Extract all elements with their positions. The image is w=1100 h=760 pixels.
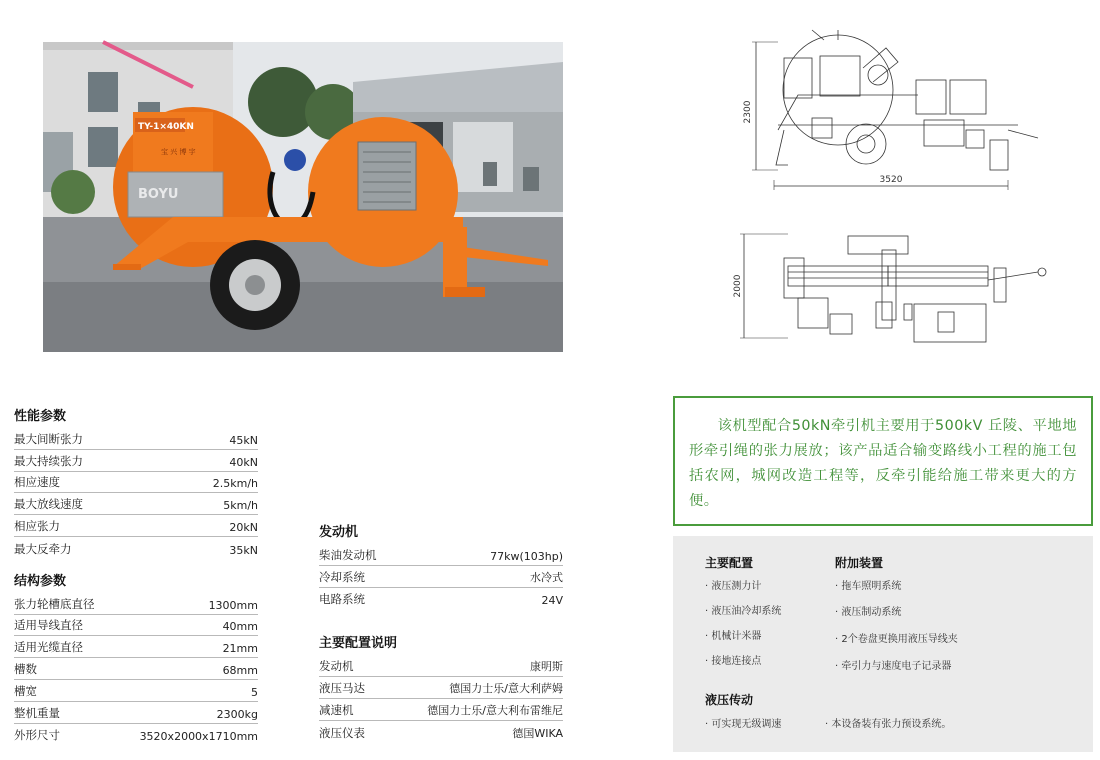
standard-config-title: 主要配置 xyxy=(705,556,754,570)
table-row xyxy=(14,702,258,724)
row-value: 2300kg xyxy=(216,707,258,721)
main-config-table xyxy=(319,655,563,742)
row-value: 康明斯 xyxy=(530,660,563,674)
features-panel xyxy=(673,536,1093,752)
table-row xyxy=(14,724,258,746)
row-value: 德国WIKA xyxy=(512,726,563,740)
structure-title: 结构参数 xyxy=(14,573,67,589)
description-text: 该机型配合50kN牵引机主要用于500kV 丘陵、平地地形牵引绳的张力展放；该产品适合输变路线小工程的施工包括农网，城网改造工程等，反牵引能给施工带来更大的方便。 xyxy=(689,418,1077,509)
table-row xyxy=(319,566,563,588)
row-label: 液压马达 xyxy=(319,680,365,695)
row-value: 68mm xyxy=(222,663,258,677)
row-value: 45kN xyxy=(229,433,258,447)
row-value: 5 xyxy=(251,685,258,699)
top-width-label: 2000 xyxy=(733,274,743,298)
row-value: 3520x2000x1710mm xyxy=(139,730,258,744)
row-label: 减速机 xyxy=(319,702,354,717)
table-row xyxy=(319,699,563,721)
hydraulic-title: 液压传动 xyxy=(705,693,754,707)
row-label: 槽数 xyxy=(14,661,37,676)
side-height-label: 2300 xyxy=(743,100,753,124)
row-label: 最大持续张力 xyxy=(14,453,83,468)
row-value: 德国力士乐/意大利萨姆 xyxy=(449,681,563,695)
row-label: 适用光缆直径 xyxy=(14,640,83,655)
table-row xyxy=(14,636,258,658)
list-item: · 牵引力与速度电子记录器 xyxy=(835,661,952,672)
main-config-title: 主要配置说明 xyxy=(319,636,398,652)
table-row xyxy=(14,537,258,559)
description-box xyxy=(673,396,1093,526)
table-row xyxy=(14,428,258,450)
row-value: 1300mm xyxy=(208,598,258,612)
side-view-drawing xyxy=(738,20,1038,192)
row-label: 最大反牵力 xyxy=(14,541,72,556)
spec-column-left xyxy=(14,406,258,745)
list-item: · 液压测力计 xyxy=(705,581,762,592)
row-value: 24V xyxy=(541,594,563,608)
spec-column-middle xyxy=(319,522,563,743)
table-row xyxy=(14,615,258,637)
row-value: 21mm xyxy=(222,642,258,656)
table-row xyxy=(14,593,258,615)
row-value: 5km/h xyxy=(223,499,258,513)
table-row xyxy=(14,493,258,515)
table-row xyxy=(14,450,258,472)
row-label: 冷却系统 xyxy=(319,569,365,584)
top-view-drawing xyxy=(733,228,1050,346)
table-row xyxy=(319,588,563,610)
list-item: · 接地连接点 xyxy=(705,656,762,667)
table-row xyxy=(14,472,258,494)
row-value: 2.5km/h xyxy=(212,477,258,491)
optional-config-title: 附加装置 xyxy=(835,556,884,570)
model-plate: TY-1×40KN xyxy=(138,122,194,132)
row-value: 40kN xyxy=(229,455,258,469)
cabinet-sign: 宝 兴 博 宇 xyxy=(161,148,196,156)
row-label: 张力轮槽底直径 xyxy=(14,596,95,611)
row-value: 20kN xyxy=(229,520,258,534)
row-value: 德国力士乐/意大利布雷维尼 xyxy=(427,703,563,717)
row-label: 液压仪表 xyxy=(319,725,365,740)
performance-table xyxy=(14,428,258,559)
table-row xyxy=(14,658,258,680)
structure-table xyxy=(14,593,258,746)
side-length-label: 3520 xyxy=(879,175,903,185)
row-label: 槽宽 xyxy=(14,683,37,698)
row-label: 柴油发动机 xyxy=(319,547,377,562)
row-label: 相应速度 xyxy=(14,475,60,490)
table-row xyxy=(14,680,258,702)
table-row xyxy=(14,515,258,537)
row-value: 77kw(103hp) xyxy=(490,549,563,563)
list-item: · 可实现无级调速 xyxy=(705,719,782,730)
machine-photo xyxy=(43,42,563,352)
row-label: 电路系统 xyxy=(319,592,365,607)
performance-title: 性能参数 xyxy=(14,409,67,424)
table-row xyxy=(319,655,563,677)
list-item: · 本设备装有张力预设系统。 xyxy=(825,719,952,730)
list-item: · 液压制动系统 xyxy=(835,607,902,618)
row-value: 35kN xyxy=(229,543,258,557)
row-value: 40mm xyxy=(222,620,258,634)
row-label: 适用导线直径 xyxy=(14,618,83,633)
list-item: · 液压油冷却系统 xyxy=(705,606,782,617)
brand-logo: BOYU xyxy=(138,187,179,202)
row-label: 最大放线速度 xyxy=(14,497,83,512)
table-row xyxy=(319,544,563,566)
table-row xyxy=(319,721,563,743)
engine-title: 发动机 xyxy=(319,525,359,540)
row-label: 相应张力 xyxy=(14,518,60,533)
row-label: 整机重量 xyxy=(14,705,60,720)
row-label: 外形尺寸 xyxy=(14,728,60,743)
table-row xyxy=(319,677,563,699)
engine-table xyxy=(319,544,563,609)
row-label: 最大间断张力 xyxy=(14,431,83,446)
list-item: · 机械计米器 xyxy=(705,631,762,642)
list-item: · 2个卷盘更换用液压导线夹 xyxy=(835,634,958,645)
row-value: 水冷式 xyxy=(530,570,563,584)
list-item: · 拖车照明系统 xyxy=(835,581,902,592)
row-label: 发动机 xyxy=(319,659,354,674)
